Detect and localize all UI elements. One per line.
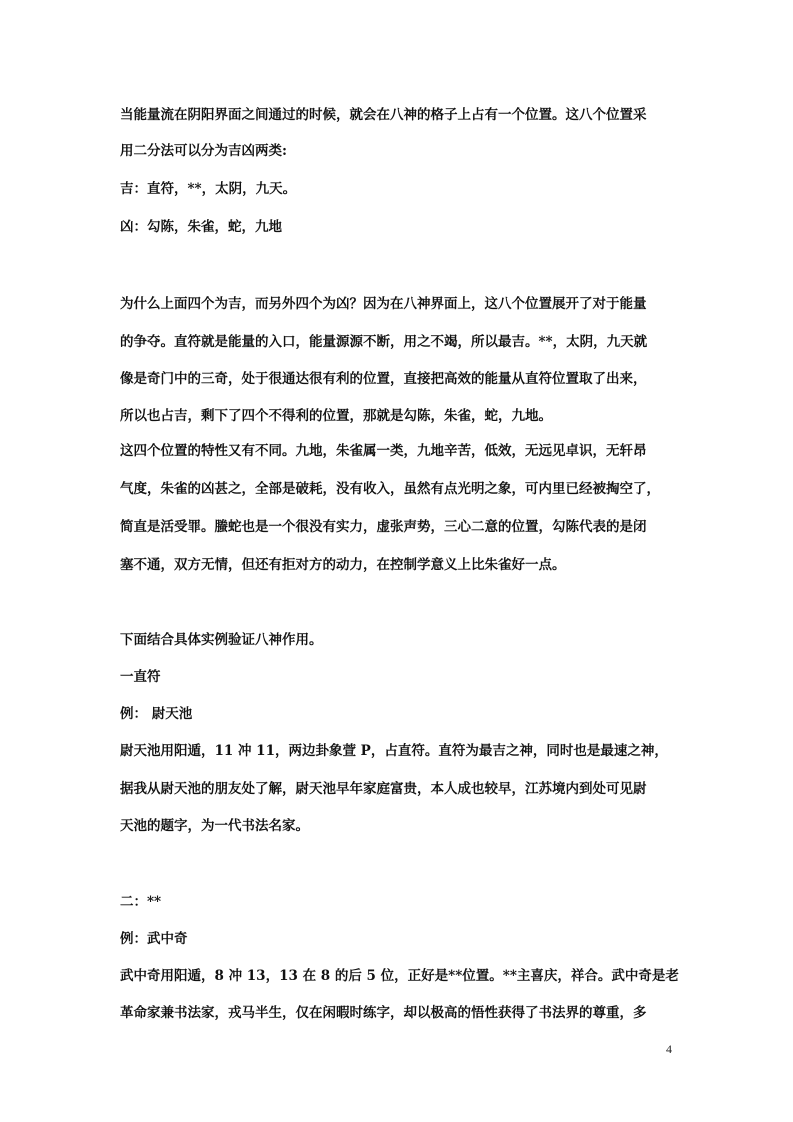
- text-line: 革命家兼书法家，戎马半生，仅在闲暇时练字，却以极高的悟性获得了书法界的尊重，多: [120, 1005, 647, 1021]
- text-line: 简直是活受罪。螣蛇也是一个很没有实力，虚张声势，三心二意的位置，勾陈代表的是闭: [120, 519, 647, 535]
- text-line: 的争夺。直符就是能量的入口，能量源源不断，用之不竭，所以最吉。**，太阴，九天就: [120, 334, 648, 350]
- text-line: 气度，朱雀的凶甚之，全部是破耗，没有收入，虽然有点光明之象，可内里已经被掏空了，: [120, 481, 660, 497]
- text-line: 用二分法可以分为吉凶两类:: [120, 143, 287, 159]
- text-line: 尉天池用阳遁，11 冲 11，两边卦象萱 P，占直符。直符为最吉之神，同时也是最速之神，: [120, 743, 668, 759]
- text-line: 下面结合具体实例验证八神作用。: [120, 632, 323, 648]
- section-heading: 一直符: [120, 669, 161, 685]
- section-heading: 二：**: [120, 894, 162, 910]
- text-line: 凶：勾陈，朱雀，蛇，九地: [120, 219, 282, 235]
- example-label: 例：武中奇: [120, 931, 188, 947]
- text-line: 像是奇门中的三奇，处于很通达很有利的位置，直接把高效的能量从直符位置取了出来，: [120, 371, 647, 387]
- text-line: 塞不通，双方无情，但还有拒对方的动力，在控制学意义上比朱雀好一点。: [120, 557, 566, 573]
- page-number: 4: [666, 1042, 672, 1056]
- text-line: 当能量流在阴阳界面之间通过的时候，就会在八神的格子上占有一个位置。这八个位置采: [120, 107, 647, 123]
- text-line: 吉：直符，**，太阴，九天。: [120, 181, 297, 197]
- text-line: 为什么上面四个为吉，而另外四个为凶？因为在八神界面上，这八个位置展开了对于能量: [120, 296, 647, 312]
- text-line: 据我从尉天池的朋友处了解，尉天池早年家庭富贵，本人成也较早，江苏境内到处可见尉: [120, 781, 647, 797]
- text-line: 武中奇用阳遁，8 冲 13，13 在 8 的后 5 位，正好是**位置。**主喜庆，祥合。武中奇是老: [120, 968, 679, 984]
- text-line: 这四个位置的特性又有不同。九地，朱雀属一类，九地辛苦，低效，无远见卓识，无轩昂: [120, 443, 647, 459]
- example-label: 例： 尉天池: [120, 706, 193, 722]
- text-line: 天池的题字，为一代书法名家。: [120, 818, 309, 834]
- text-line: 所以也占吉，剩下了四个不得利的位置，那就是勾陈，朱雀，蛇，九地。: [120, 408, 552, 424]
